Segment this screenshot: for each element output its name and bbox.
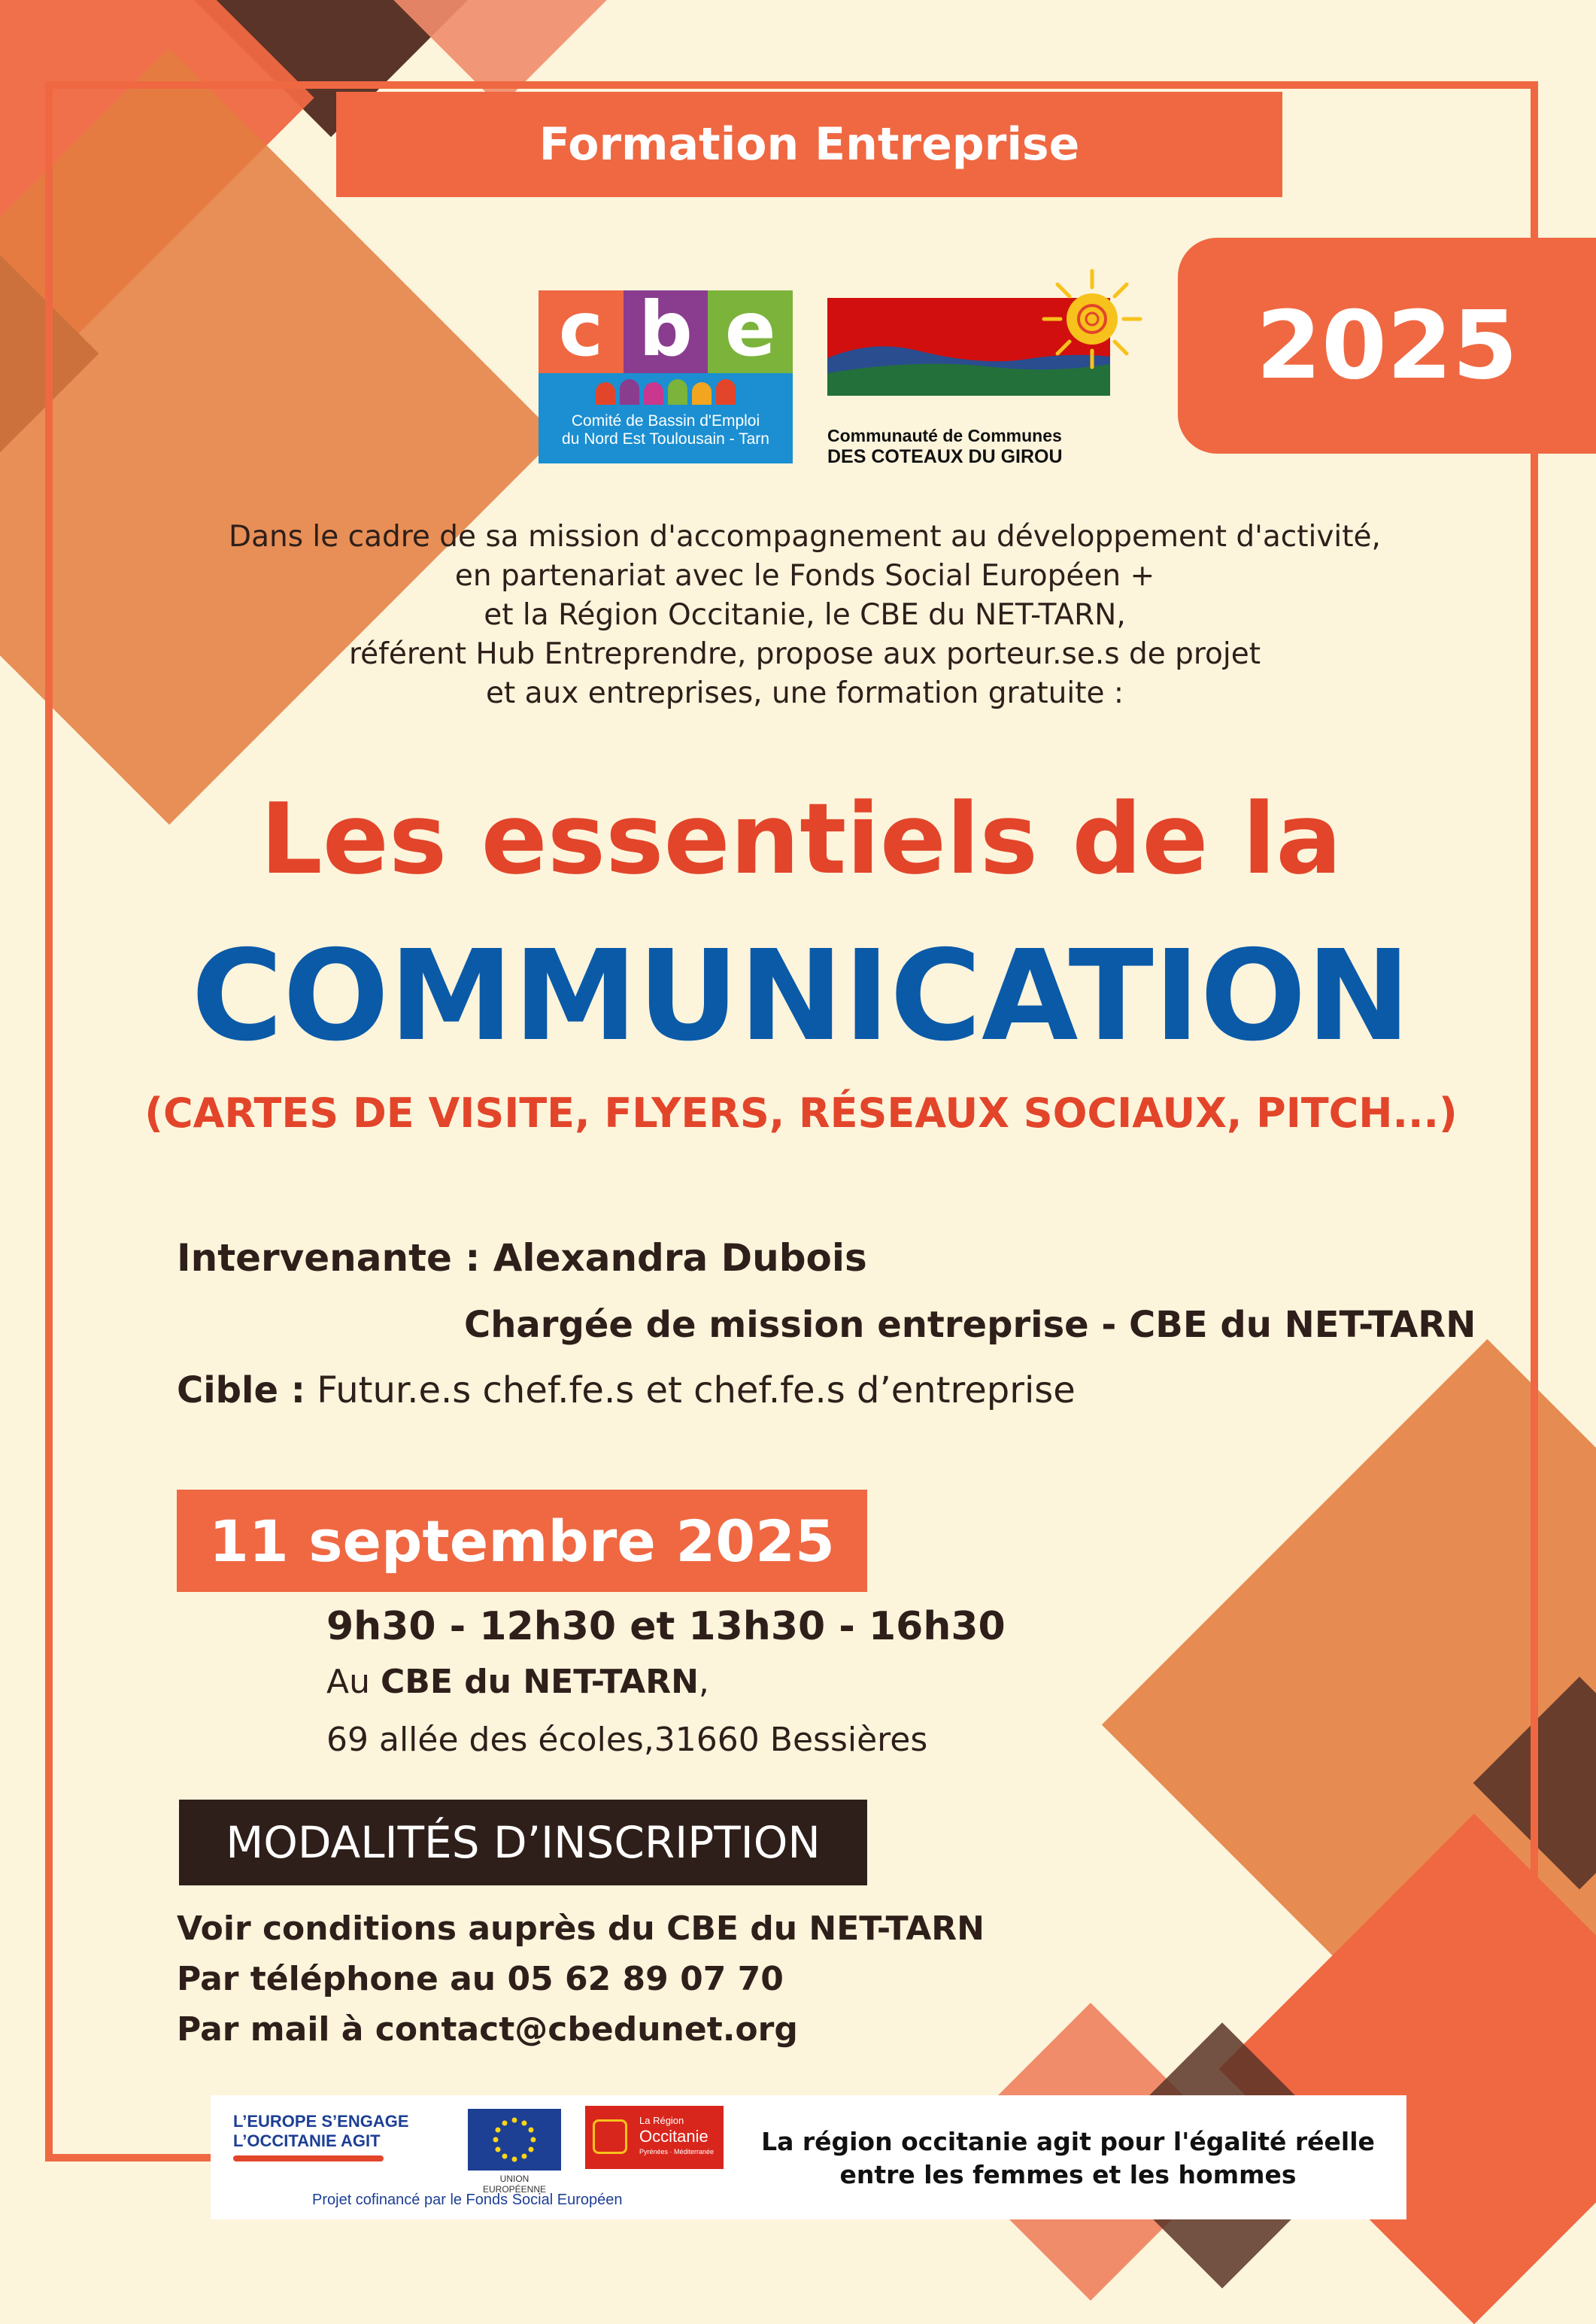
event-venue-name: CBE du NET-TARN bbox=[380, 1663, 699, 1701]
event-venue-prefix: Au bbox=[326, 1663, 381, 1701]
year-badge-label: 2025 bbox=[1256, 291, 1518, 400]
intro-line: et la Région Occitanie, le CBE du NET-TARN, bbox=[484, 598, 1126, 632]
target-label: Cible : bbox=[177, 1369, 305, 1411]
registration-heading: MODALITÉS D’INSCRIPTION bbox=[226, 1817, 821, 1868]
equality-line2: entre les femmes et les hommes bbox=[839, 2160, 1297, 2189]
cofinance-caption: Projet cofinancé par le Fonds Social Européen bbox=[312, 2192, 623, 2208]
event-date: 11 septembre 2025 bbox=[209, 1507, 835, 1575]
occitan-cross-icon bbox=[593, 2119, 627, 2154]
event-date-box bbox=[177, 1490, 867, 1592]
intro-line: et aux entreprises, une formation gratuite : bbox=[485, 676, 1124, 710]
equality-line1: La région occitanie agit pour l'égalité réelle bbox=[761, 2127, 1375, 2156]
event-venue bbox=[326, 1663, 709, 1701]
equality-statement bbox=[737, 2125, 1399, 2192]
region-logo-line3: Pyrénées · Méditerranée bbox=[639, 2148, 715, 2155]
cbe-logo-caption-line1: Comité de Bassin d'Emploi bbox=[571, 412, 760, 430]
cbe-logo-letter-e: e bbox=[708, 290, 793, 373]
header-banner bbox=[336, 92, 1282, 197]
intro-line: référent Hub Entreprendre, propose aux porteur.se.s de projet bbox=[348, 637, 1261, 671]
speaker-role: Chargée de mission entreprise - CBE du NET-TARN bbox=[464, 1304, 1476, 1346]
registration-line: Par mail à contact@cbedunet.org bbox=[177, 2010, 798, 2049]
intro-line: en partenariat avec le Fonds Social Européen + bbox=[454, 559, 1155, 593]
event-venue-suffix: , bbox=[698, 1663, 709, 1701]
cbe-logo bbox=[539, 285, 793, 463]
girou-logo-line2: DES COTEAUX DU GIROU bbox=[827, 446, 1063, 467]
eu-stars-icon bbox=[468, 2109, 561, 2171]
eu-flag bbox=[468, 2109, 561, 2171]
region-logo-line2: Occitanie bbox=[639, 2127, 708, 2146]
event-hours: 9h30 - 12h30 et 13h30 - 16h30 bbox=[326, 1604, 1006, 1649]
intro-paragraph bbox=[150, 518, 1459, 713]
target-value: Futur.e.s chef.fe.s et chef.fe.s d’entreprise bbox=[305, 1369, 1076, 1411]
cbe-logo-people-icon bbox=[539, 373, 793, 405]
europe-occitanie-logo bbox=[233, 2112, 414, 2161]
sun-icon bbox=[1044, 271, 1140, 367]
europe-logo-swoosh-icon bbox=[233, 2155, 384, 2161]
registration-heading-box bbox=[179, 1800, 867, 1885]
eu-caption: UNION EUROPÉENNE bbox=[482, 2174, 547, 2195]
girou-logo-line1: Communauté de Communes bbox=[827, 426, 1062, 445]
registration-line: Par téléphone au 05 62 89 07 70 bbox=[177, 1960, 784, 1998]
girou-logo bbox=[827, 268, 1143, 465]
cbe-logo-caption-line2: du Nord Est Toulousain - Tarn bbox=[562, 430, 769, 448]
speaker-label: Intervenante : Alexandra Dubois bbox=[177, 1236, 867, 1280]
cbe-logo-letter-b: b bbox=[624, 290, 708, 373]
region-logo-line1: La Région bbox=[639, 2115, 684, 2126]
region-occitanie-logo bbox=[585, 2106, 724, 2169]
event-address: 69 allée des écoles,31660 Bessières bbox=[326, 1721, 928, 1759]
title-line1: Les essentiels de la bbox=[259, 782, 1343, 896]
target-line bbox=[177, 1369, 1076, 1411]
europe-logo-line1: L’EUROPE S’ENGAGE bbox=[233, 2112, 409, 2131]
registration-line: Voir conditions auprès du CBE du NET-TARN bbox=[177, 1909, 985, 1948]
year-badge bbox=[1178, 238, 1596, 454]
title-subtitle: (CARTES DE VISITE, FLYERS, RÉSEAUX SOCIAUX, PITCH...) bbox=[144, 1089, 1458, 1137]
footer-partners-bar bbox=[211, 2095, 1406, 2219]
title-line2: COMMUNICATION bbox=[191, 924, 1411, 1069]
girou-landscape-icon bbox=[827, 268, 1143, 426]
header-banner-label: Formation Entreprise bbox=[539, 118, 1080, 171]
europe-logo-line2: L’OCCITANIE AGIT bbox=[233, 2131, 381, 2150]
cbe-logo-letter-c: c bbox=[539, 290, 624, 373]
intro-line: Dans le cadre de sa mission d'accompagnement au développement d'activité, bbox=[229, 520, 1381, 554]
registration-list bbox=[177, 1903, 985, 2055]
